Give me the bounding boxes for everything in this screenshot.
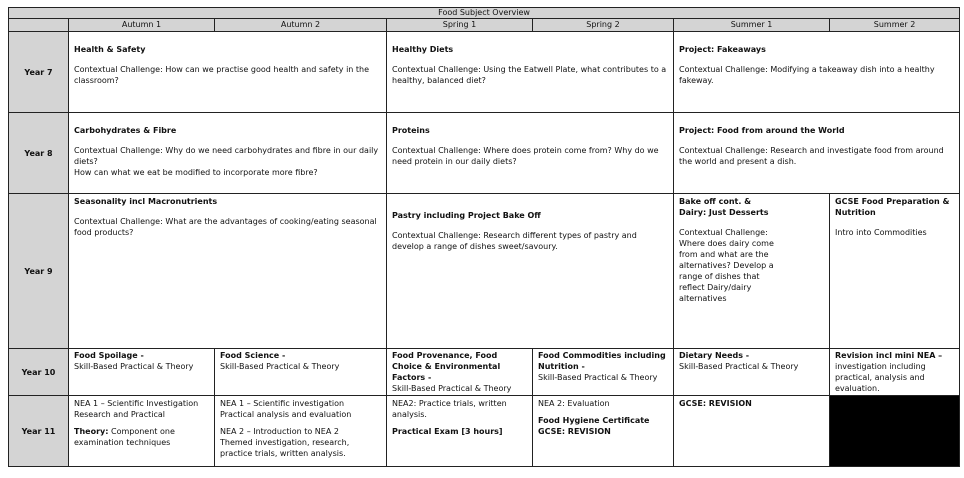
topic-text: Contextual Challenge: Modifying a takeaway dish into a healthy fakeway. bbox=[679, 65, 935, 85]
year9-summer1-cell bbox=[674, 194, 830, 349]
topic-text: Contextual Challenge: Research and investigate food from around the world and present a dish. bbox=[679, 146, 944, 166]
term-header-summer-1: Summer 1 bbox=[674, 19, 830, 32]
topic-title: Food Science - bbox=[220, 351, 286, 360]
topic-text-extra: How can what we eat be modified to incorporate more fibre? bbox=[74, 168, 318, 177]
topic-title: Practical Exam [3 hours] bbox=[392, 427, 503, 436]
topic-text: Skill-Based Practical & Theory bbox=[538, 373, 658, 382]
topic-title: GCSE: REVISION bbox=[538, 427, 611, 436]
year-10-row bbox=[9, 349, 960, 396]
table-title: Food Subject Overview bbox=[9, 8, 960, 19]
topic-text: NEA 1 – Scientific investigation bbox=[220, 399, 345, 408]
year7-autumn-cell bbox=[69, 32, 387, 113]
topic-title: Bake off cont. & bbox=[679, 197, 752, 206]
topic-title: Carbohydrates & Fibre bbox=[74, 126, 177, 135]
year9-autumn-cell bbox=[69, 194, 387, 349]
year-label: Year 9 bbox=[9, 194, 69, 349]
year9-summer2-cell bbox=[830, 194, 960, 349]
year10-summer2-cell bbox=[830, 349, 960, 396]
term-header-autumn-1: Autumn 1 bbox=[69, 19, 215, 32]
year10-spring2-cell bbox=[533, 349, 674, 396]
year10-autumn1-cell bbox=[69, 349, 215, 396]
year-label: Year 8 bbox=[9, 113, 69, 194]
year8-spring-cell bbox=[387, 113, 674, 194]
year-7-row bbox=[9, 32, 960, 113]
topic-text: Contextual Challenge: Research different types of pastry and develop a range of dishes sweet/savoury. bbox=[392, 231, 637, 251]
topic-text: Research and Practical bbox=[74, 410, 165, 419]
year7-summer-cell bbox=[674, 32, 960, 113]
year8-summer-cell bbox=[674, 113, 960, 194]
year-label: Year 11 bbox=[9, 396, 69, 467]
topic-text: Contextual Challenge: Why do we need carbohydrates and fibre in our daily diets? bbox=[74, 146, 379, 166]
term-header-summer-2: Summer 2 bbox=[830, 19, 960, 32]
topic-title: Project: Fakeaways bbox=[679, 45, 766, 54]
topic-title: Proteins bbox=[392, 126, 430, 135]
topic-title: Revision incl mini NEA – bbox=[835, 351, 943, 360]
topic-title: GCSE: REVISION bbox=[679, 399, 752, 408]
topic-subtitle: Dairy: Just Desserts bbox=[679, 208, 769, 217]
year7-spring-cell bbox=[387, 32, 674, 113]
topic-title: Project: Food from around the World bbox=[679, 126, 845, 135]
topic-text: Skill-Based Practical & Theory bbox=[392, 384, 512, 393]
topic-text: NEA 2: Evaluation bbox=[538, 399, 610, 408]
year11-summer1-cell bbox=[674, 396, 830, 467]
topic-text: NEA 1 – Scientific Investigation bbox=[74, 399, 199, 408]
year11-summer2-cell bbox=[830, 396, 960, 467]
term-header-spring-2: Spring 2 bbox=[533, 19, 674, 32]
topic-title: Food Spoilage - bbox=[74, 351, 144, 360]
topic-text: Skill-Based Practical & Theory bbox=[74, 362, 194, 371]
year11-autumn1-cell bbox=[69, 396, 215, 467]
year10-spring1-cell bbox=[387, 349, 533, 396]
topic-text: investigation including practical, analysis and evaluation. bbox=[835, 362, 926, 393]
topic-title: Food Hygiene Certificate bbox=[538, 416, 650, 425]
year-label: Year 10 bbox=[9, 349, 69, 396]
topic-text: Contextual Challenge: Using the Eatwell Plate, what contributes to a healthy, balanced diet? bbox=[392, 65, 667, 85]
year-8-row bbox=[9, 113, 960, 194]
theory-detail: Component one examination techniques bbox=[74, 427, 175, 447]
year11-spring1-cell bbox=[387, 396, 533, 467]
topic-text: NEA 2 – Introduction to NEA 2 bbox=[220, 427, 339, 436]
year8-autumn-cell bbox=[69, 113, 387, 194]
topic-text: Practical analysis and evaluation bbox=[220, 410, 352, 419]
topic-title: Health & Safety bbox=[74, 45, 146, 54]
year11-autumn2-cell bbox=[215, 396, 387, 467]
topic-text: Intro into Commodities bbox=[835, 228, 927, 237]
topic-text: Contextual Challenge: What are the advantages of cooking/eating seasonal food products? bbox=[74, 217, 377, 237]
topic-title: Dietary Needs - bbox=[679, 351, 750, 360]
year11-spring2-cell bbox=[533, 396, 674, 467]
topic-text: Themed investigation, research, practice trials, written analysis. bbox=[220, 438, 350, 458]
year10-autumn2-cell bbox=[215, 349, 387, 396]
topic-text: Contextual Challenge: Where does dairy come from and what are the alternatives? Develop a range of dishes that reflect Dairy/dairy alternatives bbox=[679, 228, 774, 303]
topic-text: Contextual Challenge: Where does protein come from? Why do we need protein in our daily diets? bbox=[392, 146, 659, 166]
year9-spring-cell bbox=[387, 194, 674, 349]
topic-text: Skill-Based Practical & Theory bbox=[679, 362, 799, 371]
topic-title: GCSE Food Preparation & Nutrition bbox=[835, 197, 950, 217]
term-header-autumn-2: Autumn 2 bbox=[215, 19, 387, 32]
topic-text: NEA2: Practice trials, written analysis. bbox=[392, 399, 507, 419]
topic-text: Contextual Challenge: How can we practise good health and safety in the classroom? bbox=[74, 65, 370, 85]
year-11-row bbox=[9, 396, 960, 467]
year10-summer1-cell bbox=[674, 349, 830, 396]
topic-title: Food Commodities including Nutrition - bbox=[538, 351, 666, 371]
theory-text bbox=[74, 426, 209, 448]
year-9-row bbox=[9, 194, 960, 349]
corner-cell bbox=[9, 19, 69, 32]
food-overview-table bbox=[8, 7, 960, 467]
topic-title: Healthy Diets bbox=[392, 45, 454, 54]
topic-title: Seasonality incl Macronutrients bbox=[74, 197, 218, 206]
theory-label: Theory: bbox=[74, 427, 109, 436]
topic-title: Pastry including Project Bake Off bbox=[392, 211, 541, 220]
term-header-spring-1: Spring 1 bbox=[387, 19, 533, 32]
topic-text: Skill-Based Practical & Theory bbox=[220, 362, 340, 371]
topic-title: Food Provenance, Food Choice & Environmental Factors - bbox=[392, 351, 501, 382]
year-label: Year 7 bbox=[9, 32, 69, 113]
